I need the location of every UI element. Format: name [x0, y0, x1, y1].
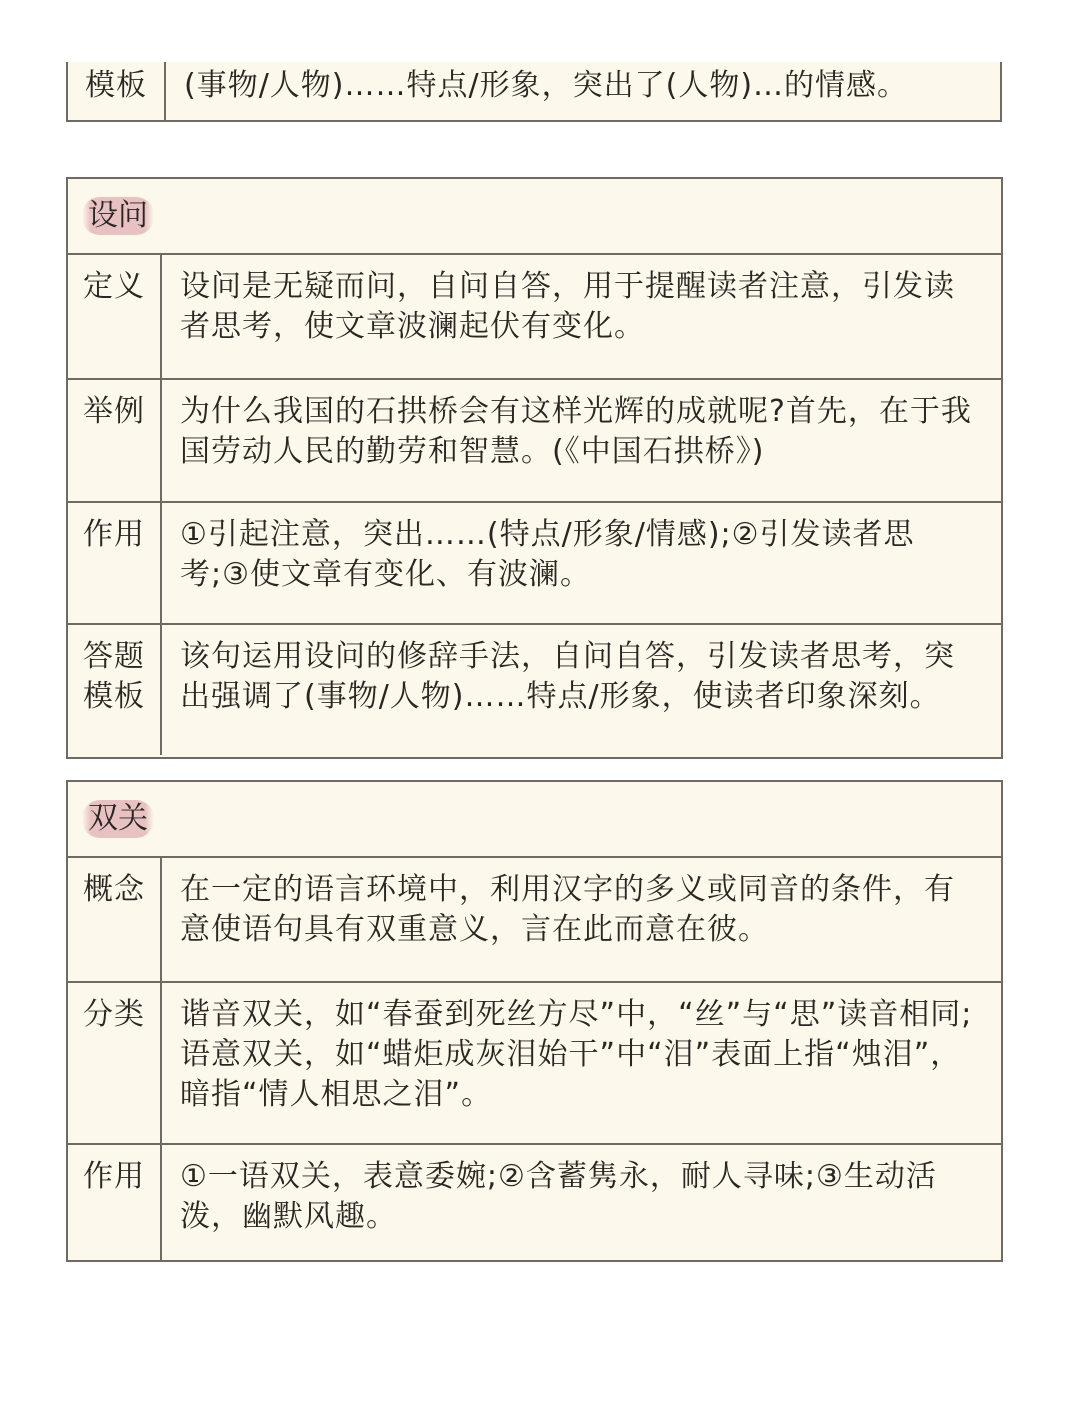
- row-content: (事物/人物)……特点/形象，突出了(人物)…的情感。: [184, 68, 909, 103]
- table-row: [68, 856, 1001, 981]
- row-label: 作用: [68, 1145, 162, 1260]
- table-row: [68, 501, 1001, 623]
- row-content: 该句运用设问的修辞手法，自问自答，引发读者思考，突出强调了(事物/人物)……特点/形象，使读者印象深刻。: [180, 639, 955, 714]
- row-label: 举例: [68, 380, 162, 501]
- section-title: 双关: [82, 800, 154, 838]
- row-content: 在一定的语言环境中，利用汉字的多义或同音的条件，有意使语句具有双重意义，言在此而意在彼。: [180, 872, 955, 947]
- row-content: 谐音双关，如“春蚕到死丝方尽”中，“丝”与“思”读音相同;语意双关，如“蜡炬成灰泪始干”中“泪”表面上指“烛泪”，暗指“情人相思之泪”。: [180, 997, 973, 1112]
- row-label: 答题模板: [68, 625, 162, 755]
- table-row: [68, 378, 1001, 501]
- row-content: 设问是无疑而问，自问自答，用于提醒读者注意，引发读者思考，使文章波澜起伏有变化。: [180, 269, 955, 344]
- table-row: [68, 981, 1001, 1143]
- row-content: ①引起注意，突出……(特点/形象/情感);②引发读者思考;③使文章有变化、有波澜。: [180, 517, 915, 592]
- template-table-partial: [66, 62, 1002, 122]
- row-label: 模板: [68, 62, 166, 120]
- row-content: 为什么我国的石拱桥会有这样光辉的成就呢?首先，在于我国劳动人民的勤劳和智慧。(《中国石拱桥》): [180, 394, 972, 469]
- table-row: [68, 62, 1000, 120]
- shewen-table: [66, 177, 1003, 759]
- row-label: 定义: [68, 255, 162, 378]
- row-label: 概念: [68, 858, 162, 981]
- table-row: [68, 623, 1001, 755]
- row-content: ①一语双关，表意委婉;②含蓄隽永，耐人寻味;③生动活泼，幽默风趣。: [180, 1159, 937, 1234]
- section-title-row: [68, 782, 1001, 856]
- section-title-row: [68, 179, 1001, 253]
- table-row: [68, 253, 1001, 378]
- table-row: [68, 1143, 1001, 1260]
- row-label: 分类: [68, 983, 162, 1143]
- section-title: 设问: [82, 197, 154, 235]
- row-label: 作用: [68, 503, 162, 623]
- shuangguan-table: [66, 780, 1003, 1262]
